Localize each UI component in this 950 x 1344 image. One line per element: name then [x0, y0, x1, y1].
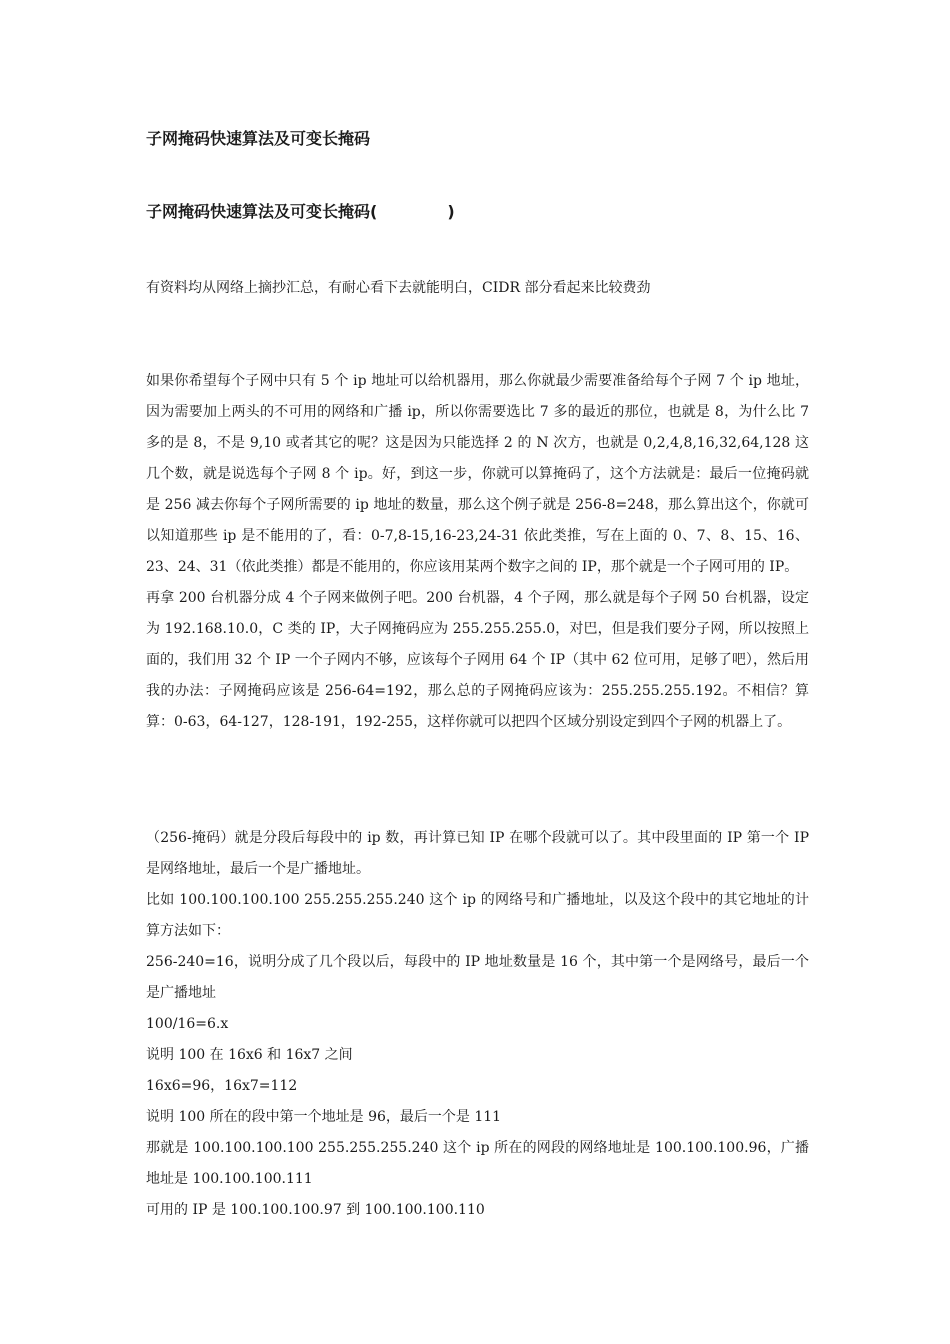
document-subtitle: [146, 201, 816, 223]
section-network-broadcast: [146, 823, 809, 1226]
paragraph-result-network-broadcast: 那就是 100.100.100.100 255.255.255.240 这个 ip 所在的网段的网络地址是 100.100.100.96，广播地址是 100.100.100.111: [146, 1140, 809, 1187]
subtitle-open-paren: (: [370, 202, 378, 221]
paragraph-segment-ip-count: （256-掩码）就是分段后每段中的 ip 数，再计算已知 IP 在哪个段就可以了。其中段里面的 IP 第一个 IP 是网络地址，最后一个是广播地址。: [146, 830, 809, 877]
paragraph-five-ip-example: 如果你希望每个子网中只有 5 个 ip 地址可以给机器用，那么你就最少需要准备给每个子网 7 个 ip 地址，因为需要加上两头的不可用的网络和广播 ip，所以你需要选比 7 多的最近的那位，也就是 8，为什么比 7 多的是 8，不是 9,10 或者其它的呢？这是因为只能选择 2 的 N 次方，也就是 0,2,4,8,16,32,64,128 这几个数，就是说选每个子网 8 个 ip。好，到这一步，你就可以算掩码了，这个方法就是：最后一位掩码就是 256 减去你每个子网所需要的 ip 地址的数量，那么这个例子就是 256-8=248，那么算出这个，你就可以知道那些 ip 是不能用的了，看：0-7,8-15,16-23,24-31 依此类推，写在上面的 0、7、8、15、16、23、24、31（依此类推）都是不能用的，你应该用某两个数字之间的 IP，那个就是一个子网可用的 IP。: [146, 373, 809, 575]
paragraph-result-usable-range: 可用的 IP 是 100.100.100.97 到 100.100.100.110: [146, 1202, 485, 1218]
paragraph-step-subtract: 256-240=16，说明分成了几个段以后，每段中的 IP 地址数量是 16 个，其中第一个是网络号，最后一个是广播地址: [146, 954, 809, 1001]
paragraph-example-intro: 比如 100.100.100.100 255.255.255.240 这个 ip 的网络号和广播地址，以及这个段中的其它地址的计算方法如下：: [146, 892, 809, 939]
subtitle-text: 子网掩码快速算法及可变长掩码: [146, 202, 371, 221]
intro-paragraph: 有资料均从网络上摘抄汇总，有耐心看下去就能明白，CIDR 部分看起来比较费劲: [146, 280, 651, 296]
section-subnet-calculation: [146, 366, 809, 738]
subtitle-close-paren: ): [447, 202, 455, 221]
paragraph-step-range: 说明 100 所在的段中第一个地址是 96，最后一个是 111: [146, 1109, 502, 1125]
document-title: 子网掩码快速算法及可变长掩码: [146, 129, 371, 148]
paragraph-step-divide: 100/16=6.x: [146, 1016, 229, 1032]
paragraph-step-multiply: 16x6=96，16x7=112: [146, 1078, 298, 1094]
paragraph-step-between: 说明 100 在 16x6 和 16x7 之间: [146, 1047, 353, 1063]
paragraph-200-machines-example: 再拿 200 台机器分成 4 个子网来做例子吧。200 台机器，4 个子网，那么就是每个子网 50 台机器，设定为 192.168.10.0，C 类的 IP，大子网掩码应为 255.255.255.0，对巴，但是我们要分子网，所以按照上面的，我们用 32 个 IP 一个子网内不够，应该每个子网用 64 个 IP（其中 62 位可用，足够了吧），然后用我的办法：子网掩码应该是 256-64=192，那么总的子网掩码应该为：255.255.255.192。不相信？算算：0-63，64-127，128-191，192-255，这样你就可以把四个区域分别设定到四个子网的机器上了。: [146, 590, 809, 730]
